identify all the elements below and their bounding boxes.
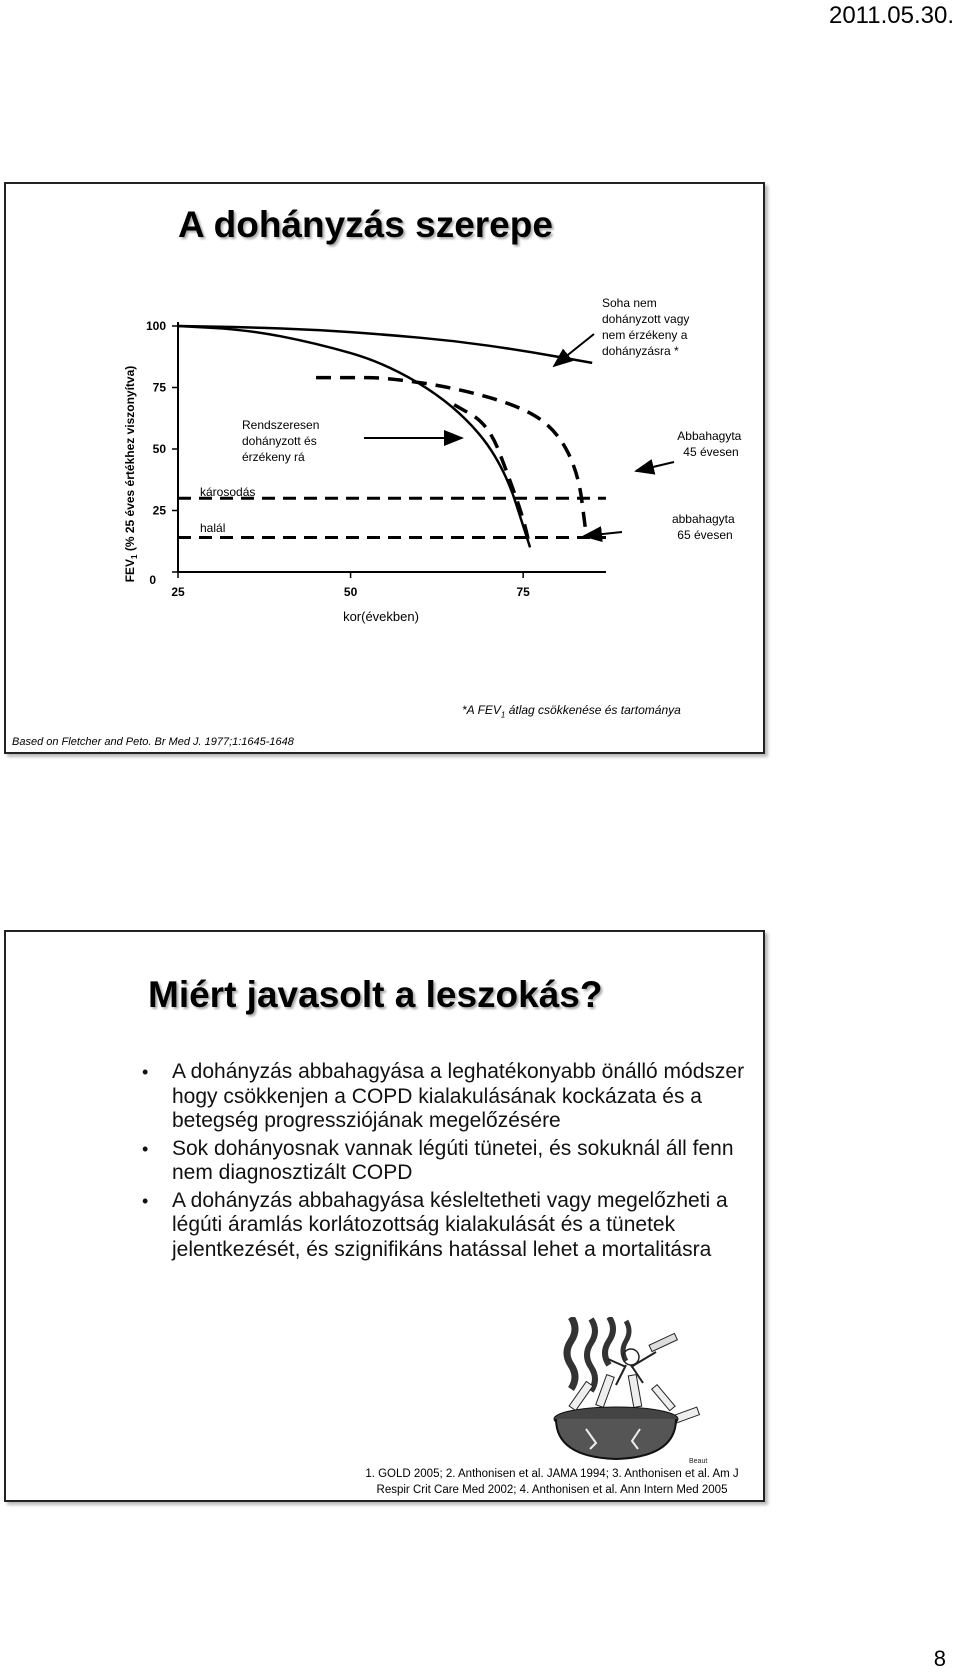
y-tick-label: 25 [152, 503, 166, 518]
series-line-2 [316, 378, 585, 528]
bullet-item: • A dohányzás abbahagyása késleltetheti vagy megelőzheti a légúti áramlás korlátozottság kialakulását és a tünetek jelentkezését, és szignifikáns hatással lehet a mortalitásra [148, 1189, 748, 1263]
references [342, 1466, 762, 1498]
label-regular-smoker: Rendszeresen dohányzott és érzékeny rá [242, 418, 320, 464]
reference-line: 1. GOLD 2005; 2. Anthonisen et al. JAMA 1994; 3. Anthonisen et al. Am J [365, 1468, 739, 1480]
series-line-3 [454, 405, 530, 548]
label-never-smoked: Soha nem dohányzott vagy nem érzékeny a dohányzásra * [602, 296, 690, 358]
bullet-item: • Sok dohányosnak vannak légúti tünetei, és sokuknál áll fenn nem diagnosztizált COPD [148, 1137, 748, 1186]
page-number: 8 [933, 1646, 946, 1671]
bullet-list [148, 1060, 748, 1265]
y-axis-label: $FEV_1$ (% 25 éves értékhez viszonyítva) [123, 365, 139, 583]
chart-lines [178, 326, 592, 547]
footnote: *A $FEV_1$ átlag csökkenése és tartománya [462, 703, 681, 720]
arrow-quit-45 [636, 462, 674, 471]
series-line-0 [178, 326, 592, 363]
label-death: halál [200, 521, 226, 535]
y-tick-label: 75 [152, 380, 166, 395]
chart-thresholds [178, 498, 606, 537]
bullet-item: • A dohányzás abbahagyása a leghatékonyabb önálló módszer hogy csökkenjen a COPD kialakulásának kockázata és a betegség progressziójának megelőzésére [148, 1060, 748, 1134]
y-tick-label: 0 [149, 573, 156, 587]
x-tick-label: 75 [516, 585, 530, 599]
label-quit-65: abbahagyta 65 évesen [671, 512, 735, 542]
slide-title: A dohányzás szerepe [178, 204, 553, 245]
y-tick-label: 50 [152, 442, 166, 456]
slide-why-quit [4, 930, 765, 1502]
svg-text:Beaut: Beaut [689, 1458, 708, 1465]
label-quit-45: Abbahagyta 45 évesen [677, 429, 742, 459]
chart-ticks [146, 319, 530, 599]
reference-line: Respir Crit Care Med 2002; 4. Anthonisen et al. Ann Intern Med 2005 [376, 1484, 728, 1496]
smoking-cauldron-cartoon [531, 1317, 711, 1467]
y-tick-label: 100 [145, 319, 166, 333]
slide-title: Miért javasolt a leszokás? [148, 974, 603, 1015]
series-line-1 [178, 326, 530, 547]
header-date: 2011.05.30. [828, 2, 954, 29]
x-tick-label: 50 [343, 585, 358, 599]
arrow-quit-65 [584, 532, 622, 536]
slide-smoking-role [4, 182, 765, 754]
label-damage: károsodás [200, 485, 256, 499]
x-tick-label: 25 [171, 585, 185, 599]
x-axis-label: kor(években) [343, 609, 419, 624]
citation: Based on Fletcher and Peto. Br Med J. 1977;1:1645-1648 [12, 736, 294, 748]
